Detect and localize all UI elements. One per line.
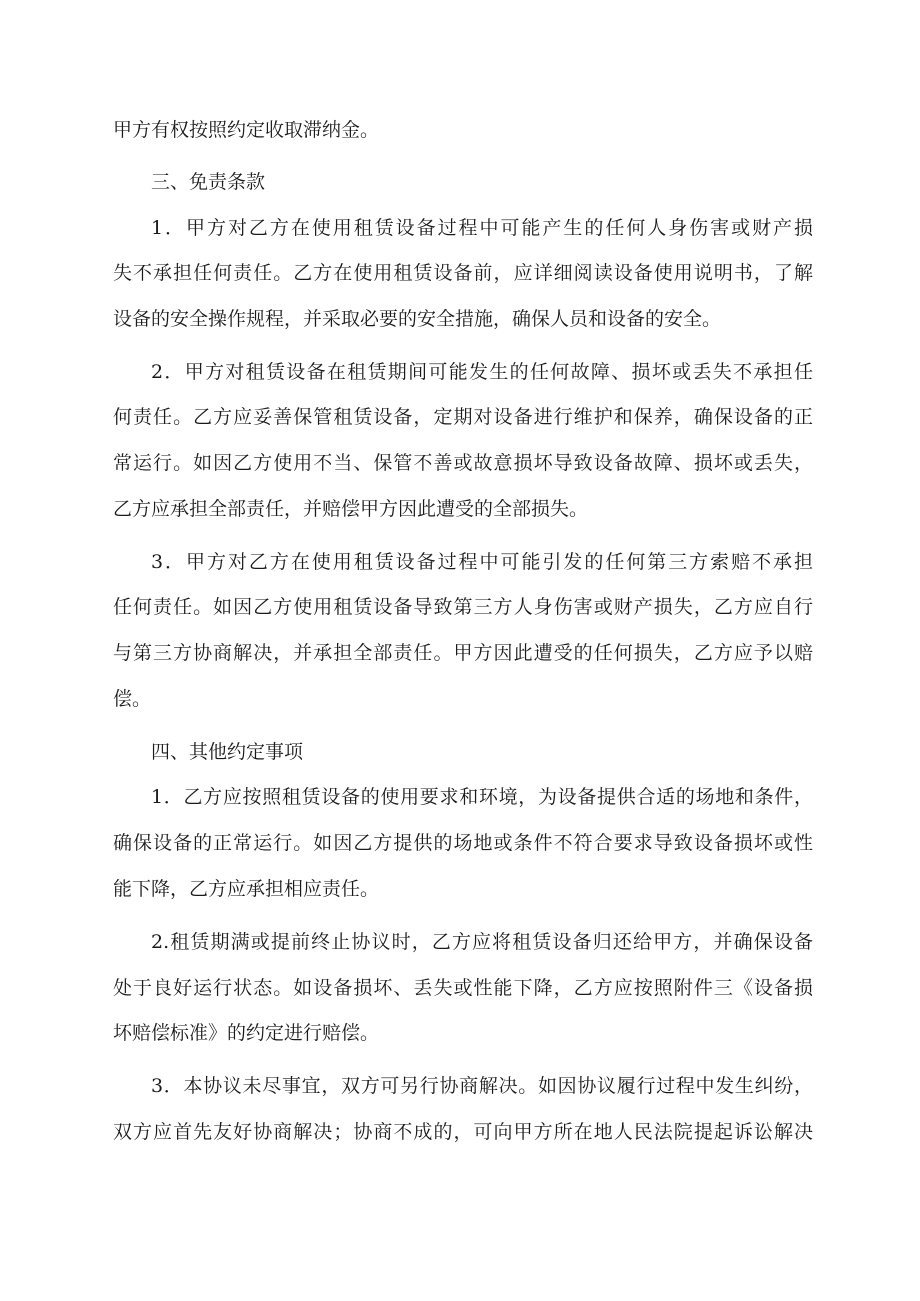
text-line: 设备的安全操作规程，并采取必要的安全措施，确保人员和设备的安全。 — [113, 308, 722, 330]
text-line: 偿。 — [113, 688, 152, 710]
text-line: 任何责任。如因乙方使用租赁设备导致第三方人身伤害或财产损失，乙方应自行 — [113, 596, 813, 618]
text-line: 能下降，乙方应承担相应责任。 — [113, 878, 380, 900]
text-line: 确保设备的正常运行。如因乙方提供的场地或条件不符合要求导致设备损坏或性 — [113, 832, 813, 854]
text-line: 处于良好运行状态。如设备损坏、丢失或性能下降，乙方应按照附件三《设备损 — [113, 977, 813, 999]
text-line: 3．甲方对乙方在使用租赁设备过程中可能引发的任何第三方索赔不承担 — [151, 551, 813, 573]
text-line: 1．甲方对乙方在使用租赁设备过程中可能产生的任何人身伤害或财产损 — [151, 217, 813, 239]
text-line: 2．甲方对租赁设备在租赁期间可能发生的任何故障、损坏或丢失不承担任 — [151, 361, 813, 383]
section-heading: 四、其他约定事项 — [151, 741, 304, 763]
text-line: 失不承担任何责任。乙方在使用租赁设备前，应详细阅读设备使用说明书，了解 — [113, 262, 813, 284]
text-line: 坏赔偿标准》的约定进行赔偿。 — [113, 1022, 380, 1044]
text-line: 常运行。如因乙方使用不当、保管不善或故意损坏导致设备故障、损坏或丢失， — [113, 452, 813, 474]
text-line: 3．本协议未尽事宜，双方可另行协商解决。如因协议履行过程中发生纠纷， — [151, 1075, 813, 1097]
text-line: 与第三方协商解决，并承担全部责任。甲方因此遭受的任何损失，乙方应予以赔 — [113, 642, 813, 664]
text-line: 2.租赁期满或提前终止协议时，乙方应将租赁设备归还给甲方，并确保设备 — [151, 931, 813, 953]
text-line: 1．乙方应按照租赁设备的使用要求和环境，为设备提供合适的场地和条件， — [151, 786, 813, 808]
text-line: 双方应首先友好协商解决；协商不成的，可向甲方所在地人民法院提起诉讼解决 — [113, 1121, 813, 1143]
text-line: 甲方有权按照约定收取滞纳金。 — [113, 119, 380, 141]
text-line: 何责任。乙方应妥善保管租赁设备，定期对设备进行维护和保养，确保设备的正 — [113, 406, 813, 428]
text-line: 乙方应承担全部责任，并赔偿甲方因此遭受的全部损失。 — [113, 498, 589, 520]
section-heading: 三、免责条款 — [151, 171, 266, 193]
